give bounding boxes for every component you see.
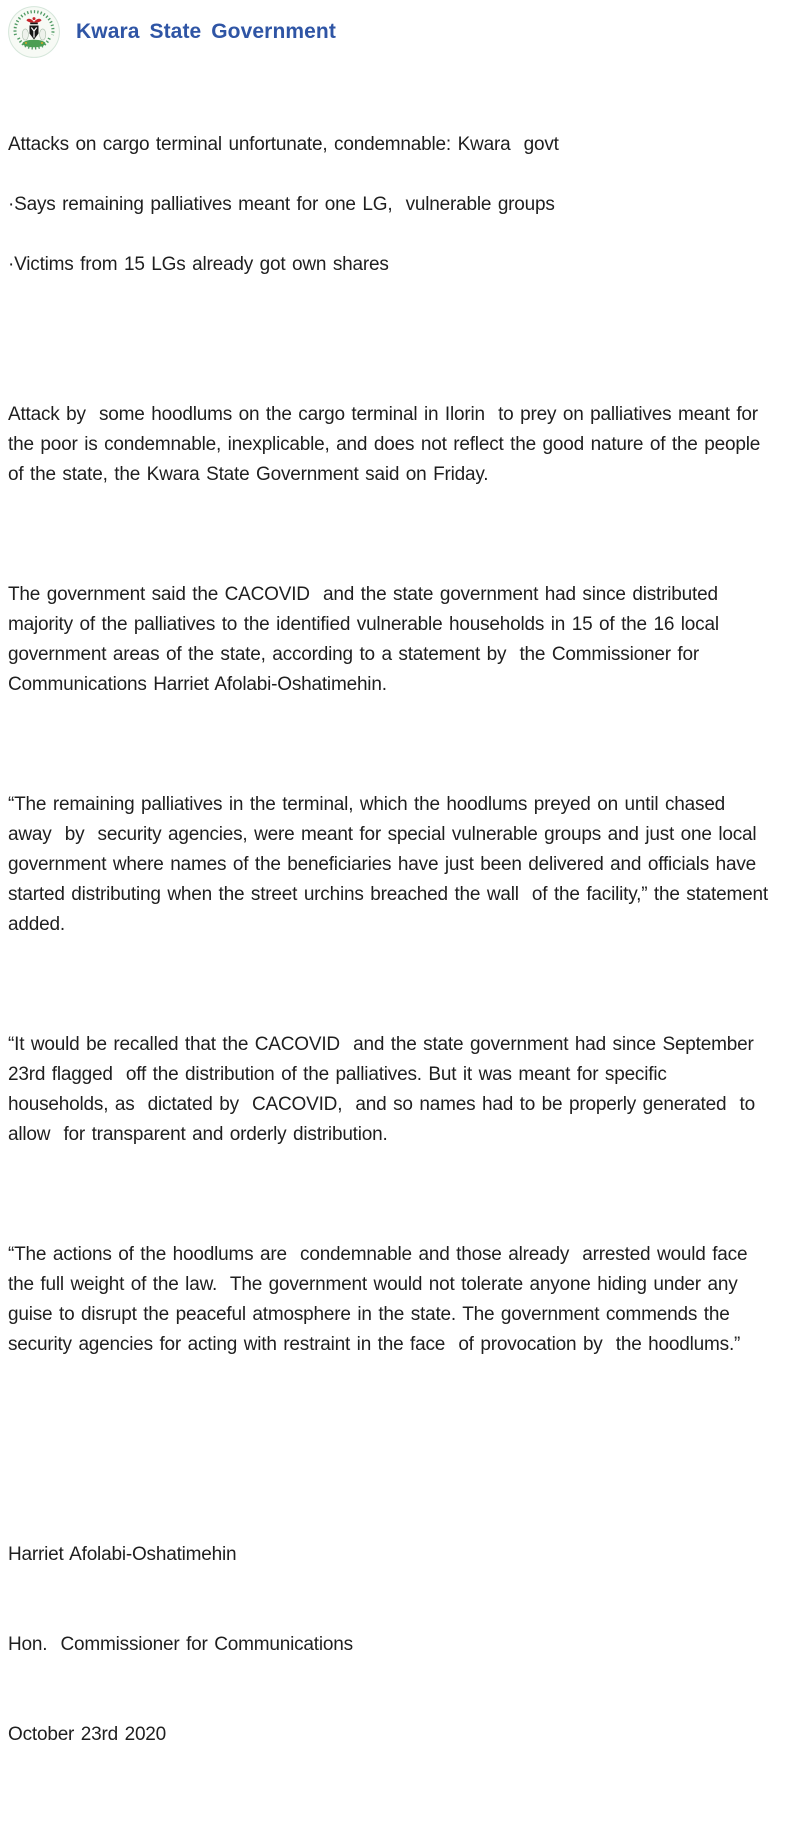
statement-paragraph: Attack by some hoodlums on the cargo terminal in Ilorin to prey on palliatives meant for the poor is condemnable, inexplicable, and does not reflect the good nature of the people of the state, the Kwara State Government said on Friday. — [8, 404, 767, 485]
bullet-point: ·Says remaining palliatives meant for one LG, vulnerable groups — [8, 194, 555, 215]
page-title: Kwara State Government — [76, 20, 336, 43]
signature-block — [8, 1480, 769, 1810]
kwara-state-seal-icon — [8, 6, 60, 58]
statement-paragraph: “The remaining palliatives in the terminal, which the hoodlums preyed on until chased away by security agencies, were meant for special vulnerable groups and just one local government where names of the beneficiaries have just been delivered and officials have started distributing when the street urchins breached the wall of the facility,” the statement added. — [8, 794, 775, 935]
statement-paragraph: The government said the CACOVID and the state government had since distributed majority of the palliatives to the identified vulnerable households in 15 of the 16 local government areas of the state, according to a statement by the Commissioner for Communications Harriet Afolabi-Oshatimehin. — [8, 584, 726, 695]
statement-paragraph: “It would be recalled that the CACOVID and the state government had since September 23rd flagged off the distribution of the palliatives. But it was meant for specific households, as dictated by CACOVID, and so names had to be properly generated to allow for transparent and orderly distribution. — [8, 1034, 762, 1145]
statement-headline-block — [8, 130, 769, 280]
header — [0, 0, 787, 58]
signature-name: Harriet Afolabi-Oshatimehin — [8, 1544, 237, 1565]
signature-role: Hon. Commissioner for Communications — [8, 1634, 353, 1655]
bullet-point: ·Victims from 15 LGs already got own shares — [8, 254, 389, 275]
signature-date: October 23rd 2020 — [8, 1724, 167, 1745]
statement-paragraph: “The actions of the hoodlums are condemnable and those already arrested would face the full weight of the law. The government would not tolerate anyone hiding under any guise to disrupt the peaceful atmosphere in the state. The government commends the security agencies for acting with restraint in the face of provocation by the hoodlums.” — [8, 1244, 754, 1355]
headline: Attacks on cargo terminal unfortunate, condemnable: Kwara govt — [8, 134, 559, 155]
statement-body — [0, 58, 787, 1840]
